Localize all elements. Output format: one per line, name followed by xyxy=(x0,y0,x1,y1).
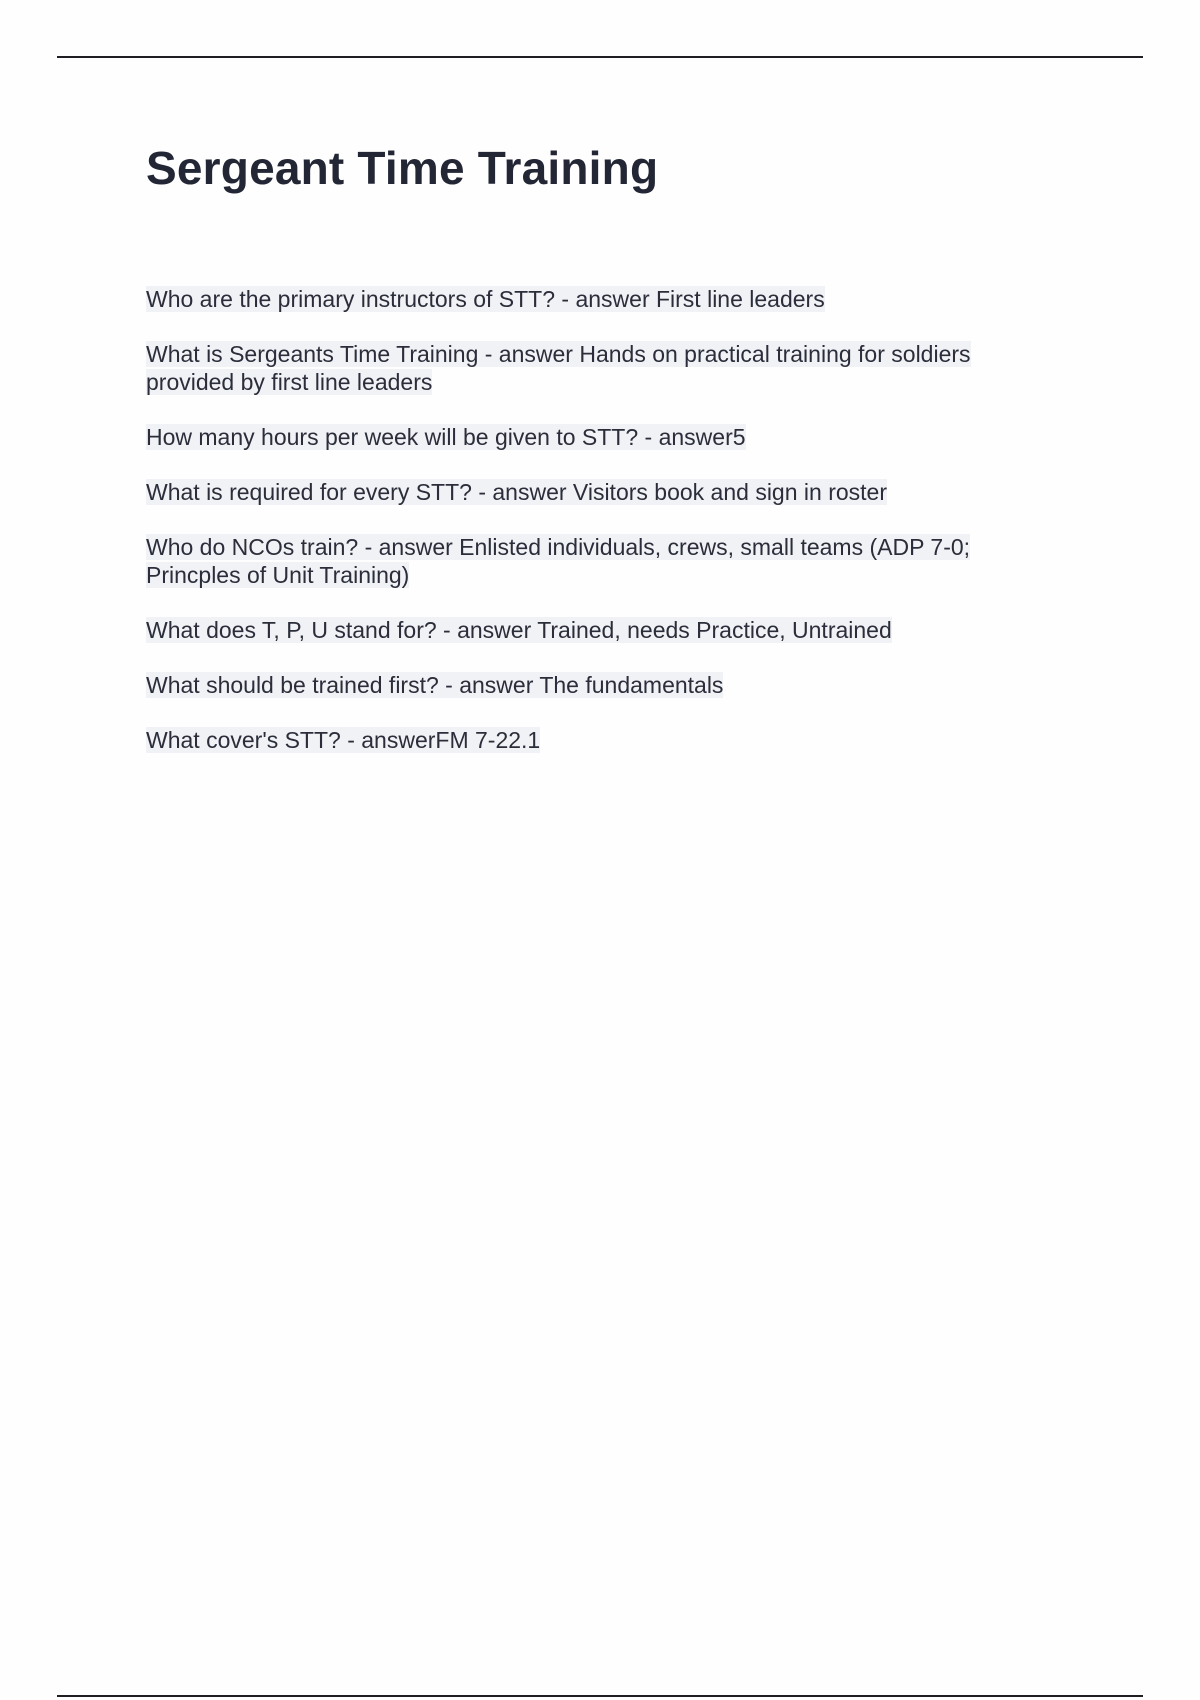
qa-item-7 xyxy=(146,671,1046,699)
qa-text: What is required for every STT? - answer Visitors book and sign in roster xyxy=(146,479,887,505)
qa-list xyxy=(146,285,1046,781)
page-title: Sergeant Time Training xyxy=(146,142,659,194)
qa-text: What should be trained first? - answer The fundamentals xyxy=(146,672,724,698)
qa-item-1 xyxy=(146,285,1046,313)
qa-item-4 xyxy=(146,478,1046,506)
qa-item-5 xyxy=(146,533,1046,589)
qa-text: How many hours per week will be given to STT? - answer5 xyxy=(146,424,746,450)
bottom-divider xyxy=(57,1695,1143,1697)
qa-text: Who do NCOs train? - answer Enlisted individuals, crews, small teams (ADP 7-0; Princples of Unit Training) xyxy=(146,534,971,588)
qa-item-8 xyxy=(146,726,1046,754)
top-divider xyxy=(57,56,1143,58)
qa-text: What cover's STT? - answerFM 7-22.1 xyxy=(146,727,541,753)
qa-item-6 xyxy=(146,616,1046,644)
qa-text: What does T, P, U stand for? - answer Trained, needs Practice, Untrained xyxy=(146,617,892,643)
qa-text: What is Sergeants Time Training - answer Hands on practical training for soldiers provided by first line leaders xyxy=(146,341,971,395)
qa-text: Who are the primary instructors of STT? - answer First line leaders xyxy=(146,286,825,312)
qa-item-3 xyxy=(146,423,1046,451)
qa-item-2 xyxy=(146,340,1046,396)
